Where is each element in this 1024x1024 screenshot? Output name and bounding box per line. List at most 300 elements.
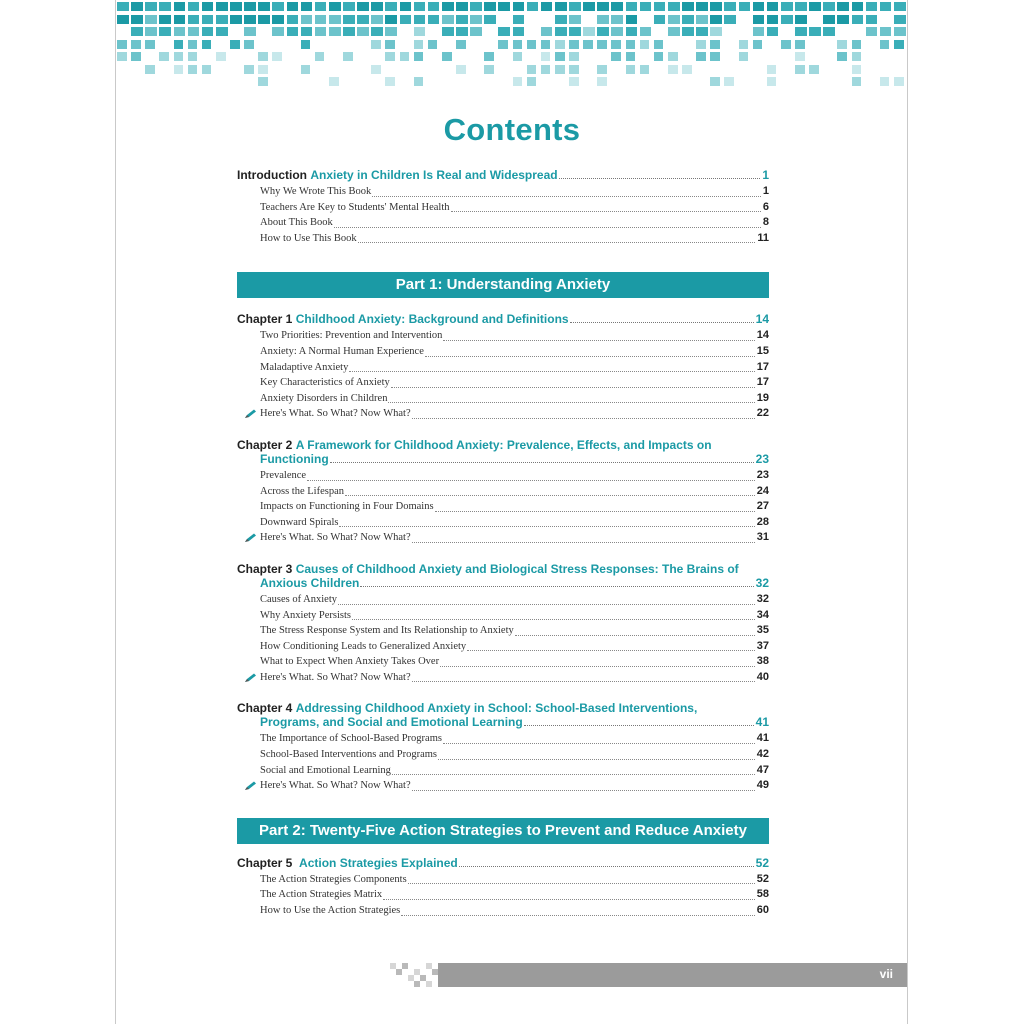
- pixel-square: [315, 27, 327, 36]
- toc-item-text: The Action Strategies Matrix: [260, 889, 383, 901]
- pixel-square: [724, 77, 734, 86]
- part-1-banner: Part 1: Understanding Anxiety: [237, 272, 769, 298]
- toc-item-page: 31: [756, 531, 769, 544]
- pixel-square: [131, 40, 141, 49]
- dot-leader: [307, 480, 755, 481]
- pixel-square: [414, 15, 426, 24]
- pixel-square: [654, 52, 664, 61]
- pixel-square: [739, 40, 749, 49]
- intro-title: Anxiety in Children Is Real and Widespread: [310, 168, 558, 182]
- chapter-title-line2: Functioning: [260, 451, 329, 466]
- chapter-3-heading: [237, 562, 769, 590]
- pixel-square: [371, 27, 383, 36]
- pixel-square: [258, 15, 270, 24]
- page-title: Contents: [443, 112, 581, 147]
- pixel-square: [329, 77, 339, 86]
- toc-item: [237, 375, 769, 391]
- chapter-title-line1: A Framework for Childhood Anxiety: Prevalence, Effects, and Impacts on: [295, 437, 712, 452]
- pixel-square: [710, 2, 722, 11]
- pixel-square: [272, 52, 282, 61]
- pixel-square: [385, 15, 397, 24]
- pixel-square: [513, 27, 525, 36]
- pixel-square: [626, 27, 638, 36]
- pixel-square: [852, 2, 864, 11]
- pixel-square: [668, 65, 678, 74]
- toc-item-text: Across the Lifespan: [260, 485, 344, 497]
- toc-item: [237, 903, 769, 919]
- toc-item: [237, 515, 769, 531]
- toc-item-page: 37: [756, 639, 769, 652]
- toc-item-page: 11: [757, 231, 769, 244]
- pixel-square: [202, 65, 212, 74]
- pixel-square: [414, 40, 424, 49]
- chapter-title-line2: Programs, and Social and Emotional Learning: [260, 715, 523, 730]
- pixel-square: [569, 2, 581, 11]
- pixel-square: [682, 2, 694, 11]
- chapter-title-line1: Addressing Childhood Anxiety in School: School-Based Interventions,: [295, 701, 698, 716]
- pixel-square: [696, 52, 706, 61]
- pixel-square: [498, 40, 508, 49]
- pixel-square: [781, 15, 793, 24]
- toc-item: [237, 887, 769, 903]
- pixel-square: [837, 2, 849, 11]
- dot-leader: [391, 387, 755, 388]
- pixel-square: [668, 2, 680, 11]
- toc-item-text: Teachers Are Key to Students' Mental Health: [260, 201, 450, 213]
- pixel-square: [611, 15, 623, 24]
- pixel-square: [159, 15, 171, 24]
- dot-leader: [443, 340, 754, 341]
- chapter-page: 23: [755, 451, 769, 466]
- pixel-square: [837, 40, 847, 49]
- dot-leader: [515, 635, 755, 636]
- pixel-square: [357, 15, 369, 24]
- toc-item-text: Why We Wrote This Book: [260, 186, 372, 197]
- pixel-square: [597, 65, 607, 74]
- pixel-square: [385, 27, 397, 36]
- toc-item-page: 24: [756, 484, 769, 497]
- pixel-square: [555, 40, 565, 49]
- pixel-square: [174, 52, 184, 61]
- pixel-square: [414, 981, 420, 987]
- pixel-square: [456, 15, 468, 24]
- pixel-square: [202, 40, 212, 49]
- dot-leader: [383, 899, 755, 900]
- pixel-square: [400, 2, 412, 11]
- pixel-square: [894, 77, 904, 86]
- toc-item-text: Causes of Anxiety: [260, 593, 337, 605]
- toc-item: [237, 639, 769, 655]
- dot-leader: [412, 418, 755, 419]
- pixel-square: [301, 65, 311, 74]
- toc-item: [237, 499, 769, 515]
- pixel-square: [626, 15, 638, 24]
- pixel-square: [244, 27, 256, 36]
- dot-leader: [443, 743, 755, 744]
- pixel-square: [301, 27, 313, 36]
- pixel-square: [626, 2, 638, 11]
- toc-item-page: 40: [756, 670, 769, 683]
- pixel-square: [541, 2, 553, 11]
- pixel-square: [894, 27, 906, 36]
- toc-item: [237, 763, 769, 779]
- pixel-square: [174, 15, 186, 24]
- pixel-square: [343, 27, 355, 36]
- toc-item-page: 6: [762, 200, 769, 213]
- part-2-banner: Part 2: Twenty-Five Action Strategies to Prevent and Reduce Anxiety: [237, 818, 769, 844]
- pixel-square: [131, 15, 143, 24]
- toc-item-text: Anxiety Disorders in Children: [260, 392, 388, 404]
- dot-leader: [440, 666, 755, 667]
- chapter-5-heading: [237, 856, 769, 870]
- toc-item-page: 41: [756, 732, 769, 745]
- pixel-square: [795, 15, 807, 24]
- pixel-square: [442, 2, 454, 11]
- toc-item-page: 15: [756, 344, 769, 357]
- pixel-square: [145, 65, 155, 74]
- toc-item: [237, 184, 769, 200]
- pixel-square: [852, 40, 862, 49]
- pencil-icon: [244, 781, 257, 791]
- pencil-icon: [244, 409, 257, 419]
- pixel-square: [442, 15, 454, 24]
- pixel-square: [583, 27, 595, 36]
- pixel-square: [315, 15, 327, 24]
- dot-leader: [401, 915, 754, 916]
- pixel-square: [159, 52, 169, 61]
- dot-leader: [467, 650, 755, 651]
- pixel-square: [710, 15, 722, 24]
- toc-item: [237, 231, 769, 247]
- pixel-square: [329, 2, 341, 11]
- pixel-square: [414, 27, 426, 36]
- pixel-square: [357, 27, 369, 36]
- pixel-square: [159, 27, 171, 36]
- toc-item-reflection: [237, 778, 769, 794]
- toc-item: [237, 391, 769, 407]
- dot-leader: [559, 178, 761, 179]
- pixel-square: [230, 2, 242, 11]
- pixel-square: [513, 2, 525, 11]
- pixel-square: [174, 27, 186, 36]
- pixel-square: [484, 52, 494, 61]
- pixel-square: [371, 2, 383, 11]
- pixel-square: [696, 2, 708, 11]
- pixel-square: [781, 2, 793, 11]
- pixel-square: [640, 40, 650, 49]
- pixel-square: [682, 15, 694, 24]
- pixel-square: [654, 2, 666, 11]
- pixel-square: [555, 2, 567, 11]
- pixel-square: [597, 27, 609, 36]
- pixel-square: [513, 77, 523, 86]
- pixel-square: [272, 15, 284, 24]
- pixel-square: [611, 52, 621, 61]
- pixel-square: [640, 65, 650, 74]
- pixel-square: [117, 15, 129, 24]
- pixel-pattern-header: [116, 0, 907, 92]
- toc-item-text: Why Anxiety Persists: [260, 609, 351, 621]
- pixel-square: [753, 27, 765, 36]
- pixel-square: [852, 15, 864, 24]
- pixel-square: [244, 40, 254, 49]
- pixel-square: [894, 2, 906, 11]
- pixel-square: [230, 15, 242, 24]
- pixel-square: [287, 27, 299, 36]
- toc-item-page: 60: [756, 904, 769, 917]
- dot-leader: [352, 619, 755, 620]
- pixel-square: [866, 15, 878, 24]
- pixel-square: [626, 40, 636, 49]
- pixel-square: [174, 40, 184, 49]
- pixel-square: [315, 2, 327, 11]
- pixel-square: [739, 2, 751, 11]
- pixel-square: [795, 65, 805, 74]
- chapter-page: 14: [755, 312, 769, 327]
- pixel-square: [555, 65, 565, 74]
- pixel-square: [753, 2, 765, 11]
- pixel-square: [244, 2, 256, 11]
- toc-item: [237, 747, 769, 763]
- pixel-square: [527, 77, 537, 86]
- pixel-square: [216, 2, 228, 11]
- toc-item-text: Here's What. So What? Now What?: [260, 532, 411, 544]
- toc-item-text: What to Expect When Anxiety Takes Over: [260, 656, 440, 668]
- chapter-title: Childhood Anxiety: Background and Definitions: [295, 312, 569, 327]
- toc-item: [237, 484, 769, 500]
- pixel-square: [555, 27, 567, 36]
- pixel-square: [527, 40, 537, 49]
- pixel-square: [894, 40, 904, 49]
- pixel-square: [414, 77, 424, 86]
- pixel-square: [837, 52, 847, 61]
- pixel-square: [781, 40, 791, 49]
- toc-item: [237, 731, 769, 747]
- pixel-square: [527, 65, 537, 74]
- pixel-square: [583, 40, 593, 49]
- pixel-square: [696, 40, 706, 49]
- dot-leader: [412, 790, 755, 791]
- pixel-square: [188, 15, 200, 24]
- pixel-square: [880, 2, 892, 11]
- pixel-square: [894, 15, 906, 24]
- dot-leader: [334, 227, 761, 228]
- pixel-square: [202, 15, 214, 24]
- chapter-label: Chapter 1: [237, 312, 293, 327]
- toc-item: [237, 200, 769, 216]
- toc-item: [237, 608, 769, 624]
- pixel-square: [258, 52, 268, 61]
- toc-item-page: 28: [756, 515, 769, 528]
- pixel-square: [724, 15, 736, 24]
- pixel-square: [329, 15, 341, 24]
- pixel-square: [371, 65, 381, 74]
- table-of-contents: [237, 168, 769, 919]
- pixel-square: [442, 27, 454, 36]
- page-edge-right: [907, 0, 908, 1024]
- pixel-square: [301, 40, 311, 49]
- pixel-square: [866, 2, 878, 11]
- pixel-square: [597, 40, 607, 49]
- dot-leader: [459, 866, 754, 867]
- chapter-page: 32: [755, 575, 769, 590]
- pixel-square: [809, 27, 821, 36]
- toc-item-page: 14: [756, 329, 769, 342]
- pixel-square: [541, 65, 551, 74]
- pixel-square: [682, 27, 694, 36]
- intro-heading: [237, 168, 769, 182]
- toc-item-page: 47: [756, 763, 769, 776]
- pixel-square: [426, 981, 432, 987]
- pixel-square: [569, 15, 581, 24]
- toc-item-text: Social and Emotional Learning: [260, 764, 391, 776]
- toc-item-page: 23: [756, 468, 769, 481]
- chapter-title-line1: Causes of Childhood Anxiety and Biological Stress Responses: The Brains of: [295, 561, 739, 576]
- pixel-square: [696, 15, 708, 24]
- pixel-square: [131, 52, 141, 61]
- pixel-square: [823, 27, 835, 36]
- pixel-square: [880, 27, 892, 36]
- pixel-square: [470, 2, 482, 11]
- toc-item: [237, 215, 769, 231]
- toc-item-text: How Conditioning Leads to Generalized Anxiety: [260, 640, 467, 652]
- pixel-square: [287, 2, 299, 11]
- footer-pixel-pattern: [390, 963, 440, 987]
- dot-leader: [412, 542, 755, 543]
- pixel-square: [626, 65, 636, 74]
- pixel-square: [258, 2, 270, 11]
- pixel-square: [470, 27, 482, 36]
- toc-item-page: 17: [756, 376, 769, 389]
- pixel-square: [145, 40, 155, 49]
- pixel-square: [753, 15, 765, 24]
- pixel-square: [795, 40, 805, 49]
- pixel-square: [767, 2, 779, 11]
- pixel-square: [216, 27, 228, 36]
- toc-item-text: Here's What. So What? Now What?: [260, 408, 411, 420]
- pixel-square: [611, 27, 623, 36]
- pixel-square: [456, 40, 466, 49]
- toc-item: [237, 654, 769, 670]
- chapter-title-line2: Anxious Children: [260, 575, 360, 590]
- dot-leader: [524, 725, 754, 726]
- toc-item-text: Here's What. So What? Now What?: [260, 671, 411, 683]
- pixel-square: [541, 27, 553, 36]
- pixel-square: [385, 40, 395, 49]
- pixel-square: [272, 2, 284, 11]
- pixel-square: [484, 15, 496, 24]
- toc-item: [237, 872, 769, 888]
- pixel-square: [287, 15, 299, 24]
- dot-leader: [408, 883, 755, 884]
- pixel-square: [230, 40, 240, 49]
- pixel-square: [174, 2, 186, 11]
- toc-item-text: How to Use the Action Strategies: [260, 905, 401, 917]
- pixel-square: [428, 40, 438, 49]
- pixel-square: [216, 15, 228, 24]
- toc-item-text: How to Use This Book: [260, 232, 357, 244]
- pixel-square: [400, 52, 410, 61]
- dot-leader: [438, 759, 755, 760]
- pixel-square: [371, 40, 381, 49]
- pixel-square: [484, 2, 496, 11]
- intro-page: 1: [762, 168, 769, 182]
- toc-item-text: Here's What. So What? Now What?: [260, 780, 411, 792]
- pixel-square: [456, 27, 468, 36]
- pixel-square: [244, 15, 256, 24]
- dot-leader: [372, 196, 761, 197]
- pixel-square: [668, 27, 680, 36]
- pixel-square: [456, 2, 468, 11]
- dot-leader: [330, 462, 754, 463]
- toc-item-page: 27: [756, 500, 769, 513]
- pixel-square: [724, 2, 736, 11]
- pixel-square: [809, 2, 821, 11]
- pixel-square: [513, 40, 523, 49]
- dot-leader: [349, 371, 754, 372]
- pixel-square: [569, 40, 579, 49]
- chapter-label: Chapter 2: [237, 437, 293, 452]
- chapter-4-heading: [237, 701, 769, 729]
- pixel-square: [710, 40, 720, 49]
- dot-leader: [339, 526, 754, 527]
- toc-item-page: 32: [756, 592, 769, 605]
- toc-item-page: 17: [756, 360, 769, 373]
- pixel-square: [145, 2, 157, 11]
- dot-leader: [412, 681, 755, 682]
- toc-item-page: 42: [756, 748, 769, 761]
- pixel-square: [385, 77, 395, 86]
- toc-item-text: Key Characteristics of Anxiety: [260, 377, 390, 389]
- pixel-square: [385, 52, 395, 61]
- pixel-square: [668, 52, 678, 61]
- pixel-square: [597, 2, 609, 11]
- pixel-square: [402, 963, 408, 969]
- toc-item: [237, 360, 769, 376]
- pixel-square: [555, 52, 565, 61]
- toc-item-page: 58: [756, 888, 769, 901]
- toc-item-reflection: [237, 670, 769, 686]
- toc-item-page: 8: [762, 216, 769, 229]
- pixel-square: [343, 15, 355, 24]
- pixel-square: [258, 77, 268, 86]
- dot-leader: [345, 495, 755, 496]
- toc-item-page: 1: [762, 185, 769, 197]
- page-edge-left: [115, 0, 116, 1024]
- pixel-square: [498, 27, 510, 36]
- pixel-square: [597, 77, 607, 86]
- pixel-square: [739, 52, 749, 61]
- pixel-square: [131, 27, 143, 36]
- pixel-square: [611, 2, 623, 11]
- chapter-1-heading: [237, 312, 769, 326]
- pixel-square: [823, 2, 835, 11]
- pencil-icon: [244, 533, 257, 543]
- pixel-square: [400, 15, 412, 24]
- pixel-square: [174, 65, 184, 74]
- pixel-square: [866, 27, 878, 36]
- pixel-square: [513, 15, 525, 24]
- dot-leader: [360, 586, 753, 587]
- pixel-square: [880, 77, 890, 86]
- pixel-square: [626, 52, 636, 61]
- pixel-square: [527, 2, 539, 11]
- pixel-square: [555, 15, 567, 24]
- pixel-square: [569, 52, 579, 61]
- pixel-square: [823, 15, 835, 24]
- pixel-square: [428, 15, 440, 24]
- chapter-2-heading: [237, 438, 769, 466]
